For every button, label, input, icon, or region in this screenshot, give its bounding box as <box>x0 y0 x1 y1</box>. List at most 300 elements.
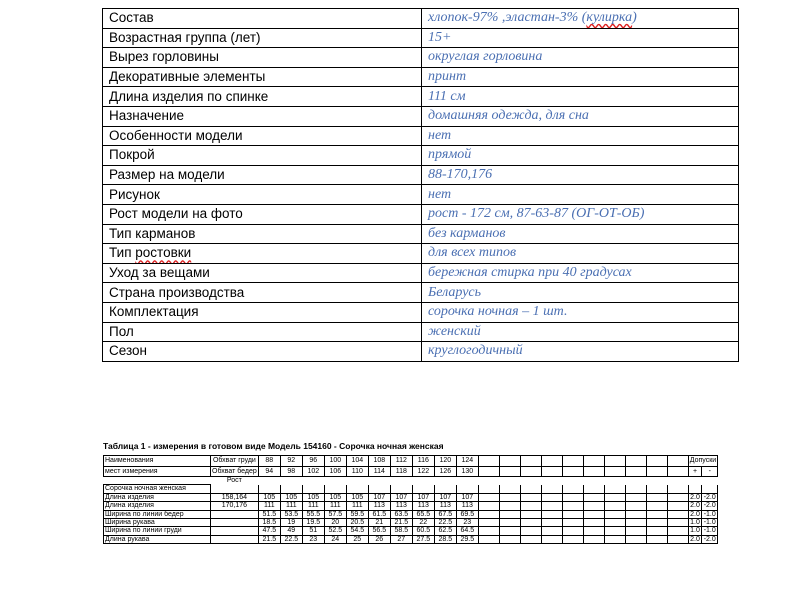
empty-cell <box>520 485 541 493</box>
chest-size: 96 <box>302 456 324 467</box>
measurement-value: 23 <box>302 535 324 543</box>
empty-cell <box>390 485 412 493</box>
tolerance-plus: 1.0 <box>690 519 700 527</box>
empty-cell <box>583 477 604 485</box>
empty-cell <box>478 502 499 510</box>
measurement-height: 170,176 <box>211 502 259 510</box>
spec-key: Размер на модели <box>103 165 422 185</box>
empty-cell <box>280 477 302 485</box>
empty-cell <box>604 527 625 535</box>
empty-cell <box>211 485 259 493</box>
tolerance-minus: -1.0 <box>703 510 716 518</box>
empty-cell <box>667 510 688 518</box>
height-label: Рост <box>226 477 242 485</box>
spec-key: Рост модели на фото <box>103 204 422 224</box>
spec-value-text: округлая горловина <box>428 49 543 65</box>
measurement-value: 67.5 <box>434 510 456 518</box>
empty-cell <box>280 485 302 493</box>
measurement-value: 55.5 <box>302 510 324 518</box>
spec-key: Возрастная группа (лет) <box>103 28 422 48</box>
hip-size: 110 <box>346 466 368 477</box>
empty-cell <box>604 456 625 467</box>
measurement-value: 105 <box>258 493 280 501</box>
spec-key: Пол <box>103 322 422 342</box>
spec-value <box>422 165 739 185</box>
empty-cell <box>562 485 583 493</box>
measurement-value: 113 <box>434 502 456 510</box>
spec-row <box>103 67 739 87</box>
measurement-value: 51.5 <box>258 510 280 518</box>
hip-size: 106 <box>324 466 346 477</box>
hip-size: 122 <box>412 466 434 477</box>
hip-size: 98 <box>280 466 302 477</box>
chest-label: Обхват груди <box>211 456 259 467</box>
empty-cell <box>583 466 604 477</box>
hips-label: Обхват бедер <box>212 467 257 475</box>
empty-cell <box>667 485 688 493</box>
empty-cell <box>702 485 718 493</box>
measurement-value: 18.5 <box>258 519 280 527</box>
measurement-row <box>104 493 718 501</box>
spec-value-text: ) <box>632 10 637 26</box>
empty-cell <box>541 493 562 501</box>
empty-cell <box>541 485 562 493</box>
tolerance-plus: 1.0 <box>690 527 700 535</box>
spec-value-text: рост - 172 см, 87-63-87 (ОГ-ОТ-ОБ) <box>428 206 645 222</box>
measurement-height <box>211 510 259 518</box>
empty-cell <box>499 510 520 518</box>
empty-cell <box>562 477 583 485</box>
hip-size: 118 <box>390 466 412 477</box>
spec-row <box>103 302 739 322</box>
spec-row <box>103 165 739 185</box>
product-spec-table <box>102 8 739 362</box>
empty-cell <box>625 456 646 467</box>
empty-cell <box>456 485 478 493</box>
spec-value-text: круглогодичный <box>428 343 523 359</box>
measurement-value: 69.5 <box>456 510 478 518</box>
spellcheck-word: ростовки <box>135 245 192 261</box>
tolerance-minus: - <box>702 466 718 477</box>
spec-key: Страна производства <box>103 283 422 303</box>
spec-value-text: прямой <box>428 147 472 163</box>
empty-cell <box>702 477 718 485</box>
empty-cell <box>478 535 499 543</box>
measurement-value: 22.5 <box>280 535 302 543</box>
empty-cell <box>583 527 604 535</box>
spec-key: Вырез горловины <box>103 48 422 68</box>
measurement-value: 107 <box>390 493 412 501</box>
measurement-value: 49 <box>280 527 302 535</box>
hip-size: 126 <box>434 466 456 477</box>
empty-cell <box>562 510 583 518</box>
empty-cell <box>667 456 688 467</box>
measurement-value: 53.5 <box>280 510 302 518</box>
measurement-value: 54.5 <box>346 527 368 535</box>
spec-value-text: домашняя одежда, для сна <box>428 108 589 124</box>
measurement-value: 23 <box>456 519 478 527</box>
spec-key: Сезон <box>103 342 422 362</box>
spec-value-text: 111 см <box>428 88 466 104</box>
measurement-value: 113 <box>390 502 412 510</box>
measurement-name: Длина изделия <box>104 493 211 501</box>
spec-row <box>103 48 739 68</box>
empty-cell <box>583 535 604 543</box>
spec-key: Уход за вещами <box>103 263 422 283</box>
empty-cell <box>520 510 541 518</box>
empty-cell <box>604 477 625 485</box>
spec-key: Назначение <box>103 106 422 126</box>
spec-key: Длина изделия по спинке <box>103 87 422 107</box>
empty-cell <box>324 485 346 493</box>
empty-cell <box>562 535 583 543</box>
measurement-value: 56.5 <box>368 527 390 535</box>
empty-cell <box>104 477 211 485</box>
empty-cell <box>541 502 562 510</box>
empty-cell <box>625 502 646 510</box>
measurement-value: 105 <box>324 493 346 501</box>
spec-row <box>103 342 739 362</box>
spec-value <box>422 87 739 107</box>
empty-cell <box>646 535 667 543</box>
spellcheck-word: кулирка <box>586 10 633 26</box>
empty-cell <box>562 466 583 477</box>
measurement-value: 62.5 <box>434 527 456 535</box>
empty-cell <box>478 527 499 535</box>
tolerance-plus: 2.0 <box>690 493 700 501</box>
empty-cell <box>368 477 390 485</box>
empty-cell <box>346 485 368 493</box>
measurement-value: 113 <box>368 502 390 510</box>
empty-cell <box>604 485 625 493</box>
spec-value <box>422 224 739 244</box>
empty-cell <box>324 477 346 485</box>
empty-cell <box>583 456 604 467</box>
empty-cell <box>625 510 646 518</box>
measurement-value: 105 <box>302 493 324 501</box>
measurement-value: 22.5 <box>434 519 456 527</box>
empty-cell <box>520 535 541 543</box>
empty-cell <box>667 527 688 535</box>
empty-cell <box>667 535 688 543</box>
spec-value <box>422 185 739 205</box>
empty-cell <box>667 519 688 527</box>
empty-cell <box>583 502 604 510</box>
empty-cell <box>562 456 583 467</box>
spec-value <box>422 302 739 322</box>
empty-cell <box>646 527 667 535</box>
empty-cell <box>478 477 499 485</box>
empty-cell <box>562 519 583 527</box>
measurement-value: 21.5 <box>258 535 280 543</box>
chest-size: 120 <box>434 456 456 467</box>
measurement-value: 25 <box>346 535 368 543</box>
spec-row <box>103 224 739 244</box>
measurement-value: 111 <box>346 502 368 510</box>
spec-key: Декоративные элементы <box>103 67 422 87</box>
empty-cell <box>499 519 520 527</box>
empty-cell <box>646 510 667 518</box>
header-name: Наименования <box>104 456 211 467</box>
spec-value-text: хлопок-97% ,эластан-3% ( <box>428 10 587 26</box>
tolerance-plus: + <box>688 466 701 477</box>
measurement-value: 57.5 <box>324 510 346 518</box>
empty-cell <box>478 510 499 518</box>
tolerance-minus: -2.0 <box>703 502 716 510</box>
measurement-value: 22 <box>412 519 434 527</box>
empty-cell <box>604 466 625 477</box>
spec-key: Особенности модели <box>103 126 422 146</box>
empty-cell <box>499 502 520 510</box>
empty-cell <box>520 519 541 527</box>
measurement-value: 26 <box>368 535 390 543</box>
measurement-value: 61.5 <box>368 510 390 518</box>
spec-value-text: 15+ <box>428 29 452 45</box>
empty-cell <box>583 493 604 501</box>
section-label: Сорочка ночная женская <box>104 485 211 493</box>
empty-cell <box>646 477 667 485</box>
empty-cell <box>583 519 604 527</box>
empty-cell <box>541 527 562 535</box>
empty-cell <box>625 527 646 535</box>
spec-value <box>422 263 739 283</box>
tolerance-minus: -1.0 <box>703 527 716 535</box>
empty-cell <box>625 477 646 485</box>
empty-cell <box>541 477 562 485</box>
measurement-row <box>104 535 718 543</box>
spec-value <box>422 106 739 126</box>
empty-cell <box>604 535 625 543</box>
empty-cell <box>520 456 541 467</box>
chest-size: 124 <box>456 456 478 467</box>
spec-value-text: Беларусь <box>428 284 482 300</box>
spec-row <box>103 9 739 29</box>
empty-cell <box>478 519 499 527</box>
measurement-value: 111 <box>258 502 280 510</box>
measurement-value: 105 <box>346 493 368 501</box>
measurement-name: Длина изделия <box>104 502 211 510</box>
spec-row <box>103 185 739 205</box>
empty-cell <box>625 466 646 477</box>
measurement-value: 65.5 <box>412 510 434 518</box>
spec-row <box>103 283 739 303</box>
measurement-value: 52.5 <box>324 527 346 535</box>
spec-value-text: для всех типов <box>428 245 517 261</box>
hip-size: 102 <box>302 466 324 477</box>
chest-size: 88 <box>258 456 280 467</box>
empty-cell <box>499 485 520 493</box>
spec-value <box>422 48 739 68</box>
measurement-value: 29.5 <box>456 535 478 543</box>
measurement-value: 47.5 <box>258 527 280 535</box>
empty-cell <box>499 466 520 477</box>
spec-row <box>103 87 739 107</box>
empty-cell <box>302 477 324 485</box>
chest-size: 112 <box>390 456 412 467</box>
measurement-height <box>211 535 259 543</box>
spec-value <box>422 146 739 166</box>
spec-value-text: нет <box>428 127 452 143</box>
measurement-value: 60.5 <box>412 527 434 535</box>
spec-value-text: без карманов <box>428 225 506 241</box>
measurement-value: 19 <box>280 519 302 527</box>
measurement-row <box>104 502 718 510</box>
empty-cell <box>520 477 541 485</box>
empty-cell <box>667 493 688 501</box>
empty-cell <box>520 466 541 477</box>
measurement-value: 113 <box>412 502 434 510</box>
spec-value-text: женский <box>428 323 481 339</box>
tolerance-plus: 2.0 <box>690 510 700 518</box>
spec-row <box>103 126 739 146</box>
spec-key: Состав <box>103 9 422 29</box>
spec-value-text: принт <box>428 69 467 85</box>
measurement-value: 21.5 <box>390 519 412 527</box>
empty-cell <box>302 485 324 493</box>
spec-key: Тип карманов <box>103 224 422 244</box>
empty-cell <box>667 502 688 510</box>
measurement-value: 113 <box>456 502 478 510</box>
spec-value-text: 88-170,176 <box>428 167 493 183</box>
measurement-name: Ширина по линии бедер <box>104 510 211 518</box>
empty-cell <box>583 510 604 518</box>
measurement-value: 59.5 <box>346 510 368 518</box>
empty-cell <box>412 485 434 493</box>
spec-value-text: нет <box>428 186 452 202</box>
empty-cell <box>390 477 412 485</box>
tolerance-minus: -2.0 <box>703 535 716 543</box>
spec-key <box>103 244 422 264</box>
measurement-value: 27 <box>390 535 412 543</box>
empty-cell <box>541 456 562 467</box>
empty-cell <box>434 485 456 493</box>
empty-cell <box>667 477 688 485</box>
empty-cell <box>520 502 541 510</box>
empty-cell <box>478 456 499 467</box>
measurement-value: 107 <box>368 493 390 501</box>
empty-cell <box>478 466 499 477</box>
empty-cell <box>541 510 562 518</box>
spec-row <box>103 106 739 126</box>
measurement-height <box>211 519 259 527</box>
empty-cell <box>604 502 625 510</box>
empty-cell <box>541 466 562 477</box>
spec-value <box>422 204 739 224</box>
measurement-value: 51 <box>302 527 324 535</box>
empty-cell <box>562 493 583 501</box>
spec-value <box>422 244 739 264</box>
empty-cell <box>499 527 520 535</box>
chest-size: 108 <box>368 456 390 467</box>
empty-cell <box>520 527 541 535</box>
measurement-row <box>104 510 718 518</box>
tolerance-minus: -2.0 <box>703 493 716 501</box>
empty-cell <box>646 519 667 527</box>
spec-value-text: бережная стирка при 40 градусах <box>428 265 632 281</box>
header-name: мест измерения <box>104 466 211 477</box>
measurement-height <box>211 527 259 535</box>
measurement-value: 27.5 <box>412 535 434 543</box>
spec-value <box>422 283 739 303</box>
spec-row <box>103 322 739 342</box>
empty-cell <box>583 485 604 493</box>
empty-cell <box>499 456 520 467</box>
measurement-value: 20.5 <box>346 519 368 527</box>
empty-cell <box>625 493 646 501</box>
empty-cell <box>541 535 562 543</box>
measurement-name: Ширина по линии груди <box>104 527 211 535</box>
hip-size: 130 <box>456 466 478 477</box>
spec-key: Комплектация <box>103 302 422 322</box>
empty-cell <box>604 493 625 501</box>
empty-cell <box>688 485 701 493</box>
measurement-value: 107 <box>434 493 456 501</box>
measurement-value: 63.5 <box>390 510 412 518</box>
measurement-value: 24 <box>324 535 346 543</box>
measurement-value: 111 <box>302 502 324 510</box>
hip-size: 94 <box>258 466 280 477</box>
empty-cell <box>625 485 646 493</box>
spec-value <box>422 126 739 146</box>
chest-size: 104 <box>346 456 368 467</box>
spec-key: Покрой <box>103 146 422 166</box>
spec-row <box>103 28 739 48</box>
chest-size: 100 <box>324 456 346 467</box>
spec-value-text: сорочка ночная – 1 шт. <box>428 304 568 320</box>
spec-key-text: Тип <box>109 245 136 261</box>
spec-row <box>103 204 739 224</box>
measurement-row <box>104 527 718 535</box>
empty-cell <box>646 456 667 467</box>
spec-row <box>103 244 739 264</box>
tolerance-plus: 2.0 <box>690 502 700 510</box>
measurement-value: 58.5 <box>390 527 412 535</box>
empty-cell <box>478 493 499 501</box>
measurement-value: 111 <box>280 502 302 510</box>
empty-cell <box>541 519 562 527</box>
measurement-caption: Таблица 1 - измерения в готовом виде Модель 154160 - Сорочка ночная женская <box>103 441 444 451</box>
empty-cell <box>688 477 701 485</box>
empty-cell <box>434 477 456 485</box>
spec-value <box>422 67 739 87</box>
empty-cell <box>499 477 520 485</box>
empty-cell <box>412 477 434 485</box>
measurement-table <box>103 455 718 544</box>
measurement-value: 107 <box>456 493 478 501</box>
measurement-height: 158,164 <box>211 493 259 501</box>
measurement-value: 20 <box>324 519 346 527</box>
empty-cell <box>499 493 520 501</box>
empty-cell <box>646 502 667 510</box>
measurement-name: Длина рукава <box>104 535 211 543</box>
measurement-name: Ширина рукава <box>104 519 211 527</box>
tolerance-plus: 2.0 <box>690 535 700 543</box>
empty-cell <box>604 510 625 518</box>
chest-size: 116 <box>412 456 434 467</box>
measurement-value: 107 <box>412 493 434 501</box>
empty-cell <box>562 527 583 535</box>
empty-cell <box>646 493 667 501</box>
empty-cell <box>625 519 646 527</box>
measurement-value: 28.5 <box>434 535 456 543</box>
measurement-value: 64.5 <box>456 527 478 535</box>
empty-cell <box>258 485 280 493</box>
chest-size: 92 <box>280 456 302 467</box>
empty-cell <box>562 502 583 510</box>
empty-cell <box>456 477 478 485</box>
measurement-row <box>104 519 718 527</box>
spec-value <box>422 342 739 362</box>
